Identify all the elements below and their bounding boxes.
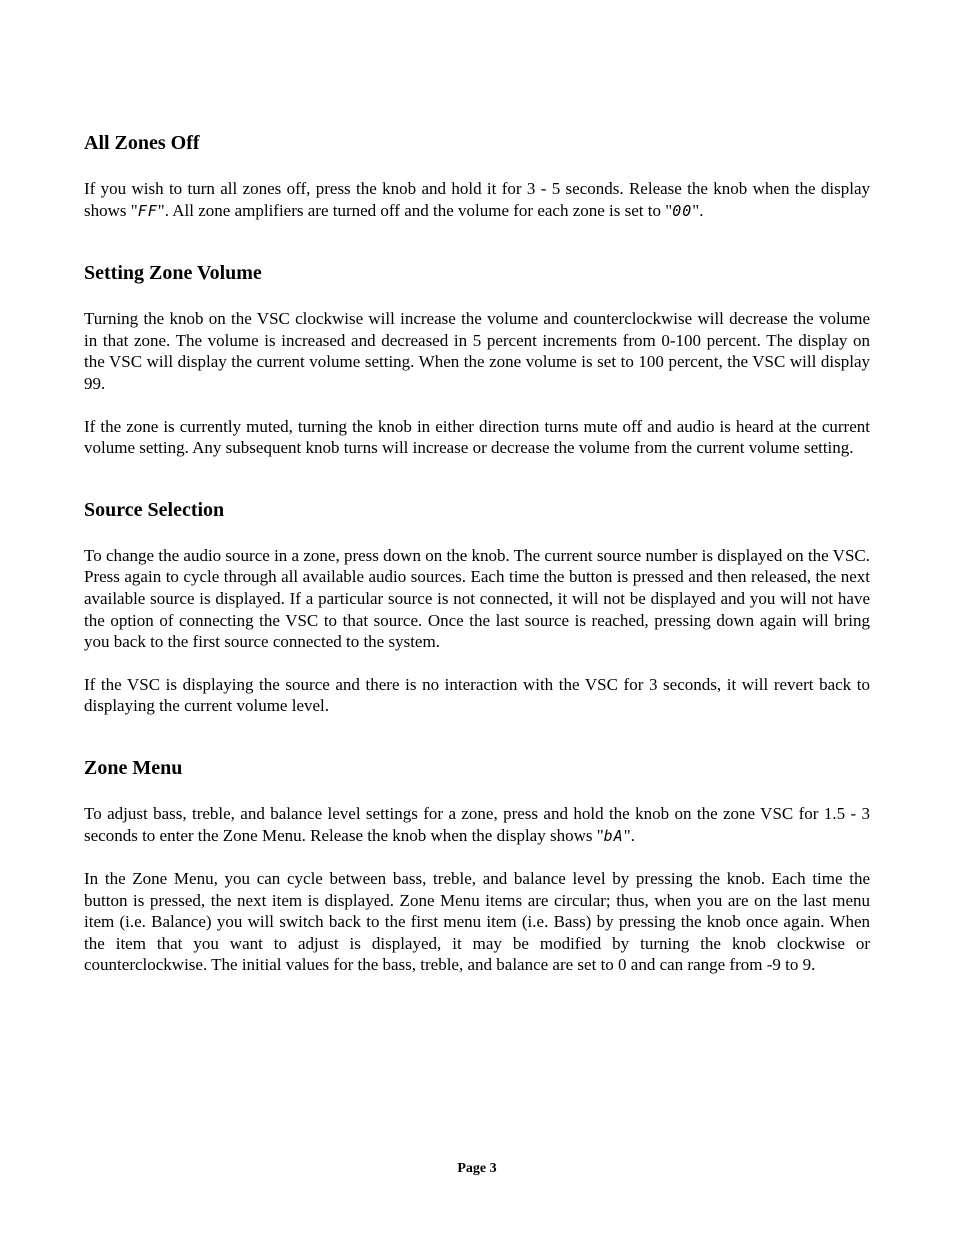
section-heading: Setting Zone Volume bbox=[84, 262, 262, 285]
text-run: If you wish to turn all zones off, press the knob and hold it for 3 - 5 seconds. Release the knob when the display shows " bbox=[84, 179, 870, 220]
paragraph: If the zone is currently muted, turning the knob in either direction turns mute off and audio is heard at the current volume setting. Any subsequent knob turns will increase or decrease the volume from the current volume setting. bbox=[84, 416, 870, 458]
display-code: 00 bbox=[672, 201, 693, 220]
display-code: bA bbox=[603, 826, 624, 845]
section-source-selection bbox=[84, 497, 870, 717]
section-heading: All Zones Off bbox=[84, 132, 200, 154]
paragraph: In the Zone Menu, you can cycle between bass, treble, and balance level by pressing the knob. Each time the button is pressed, the next item is displayed. Zone Menu items are circular; thus, when you are on the last menu item (i.e. Balance) you will switch back to the first menu item (i.e. Bass) by pressing the knob once again. When the item that you want to adjust is displayed, it may be modified by turning the knob clockwise or counterclockwise. The initial values for the bass, treble, and balance are set to 0 and can range from -9 to 9. bbox=[84, 869, 870, 975]
paragraph: If the VSC is displaying the source and there is no interaction with the VSC for 3 seconds, it will revert back to displaying the current volume level. bbox=[84, 674, 870, 716]
paragraph: Turning the knob on the VSC clockwise will increase the volume and counterclockwise will decrease the volume in that zone. The volume is increased and decreased in 5 percent increments from 0-100 percent. The display on the VSC will display the current volume setting. When the zone volume is set to 100 percent, the VSC will display 99. bbox=[84, 309, 870, 393]
paragraph bbox=[84, 178, 870, 222]
paragraph: To change the audio source in a zone, press down on the knob. The current source number is displayed on the VSC. Press again to cycle through all available audio sources. Each time the button is pressed and then released, the next available source is displayed. If a particular source is not connected, it will not be displayed and you will not have the option of connecting the VSC to that source. Once the last source is reached, pressing down again will bring you back to the first source connected to the system. bbox=[84, 545, 870, 652]
document-body bbox=[84, 130, 870, 1014]
section-setting-zone-volume bbox=[84, 260, 870, 459]
text-run: ". All zone amplifiers are turned off and the volume for each zone is set to " bbox=[157, 200, 673, 220]
section-heading: Source Selection bbox=[84, 498, 225, 521]
page-number: Page 3 bbox=[457, 1161, 497, 1176]
section-zone-menu bbox=[84, 755, 870, 976]
display-code: FF bbox=[137, 201, 158, 220]
text-run: To adjust bass, treble, and balance level settings for a zone, press and hold the knob on the zone VSC for 1.5 - 3 seconds to enter the Zone Menu. Release the knob when the display shows " bbox=[84, 803, 870, 845]
section-heading: Zone Menu bbox=[84, 756, 183, 779]
section-all-zones-off bbox=[84, 130, 870, 222]
text-run: ". bbox=[692, 200, 704, 220]
paragraph bbox=[84, 803, 870, 847]
text-run: ". bbox=[623, 825, 635, 845]
